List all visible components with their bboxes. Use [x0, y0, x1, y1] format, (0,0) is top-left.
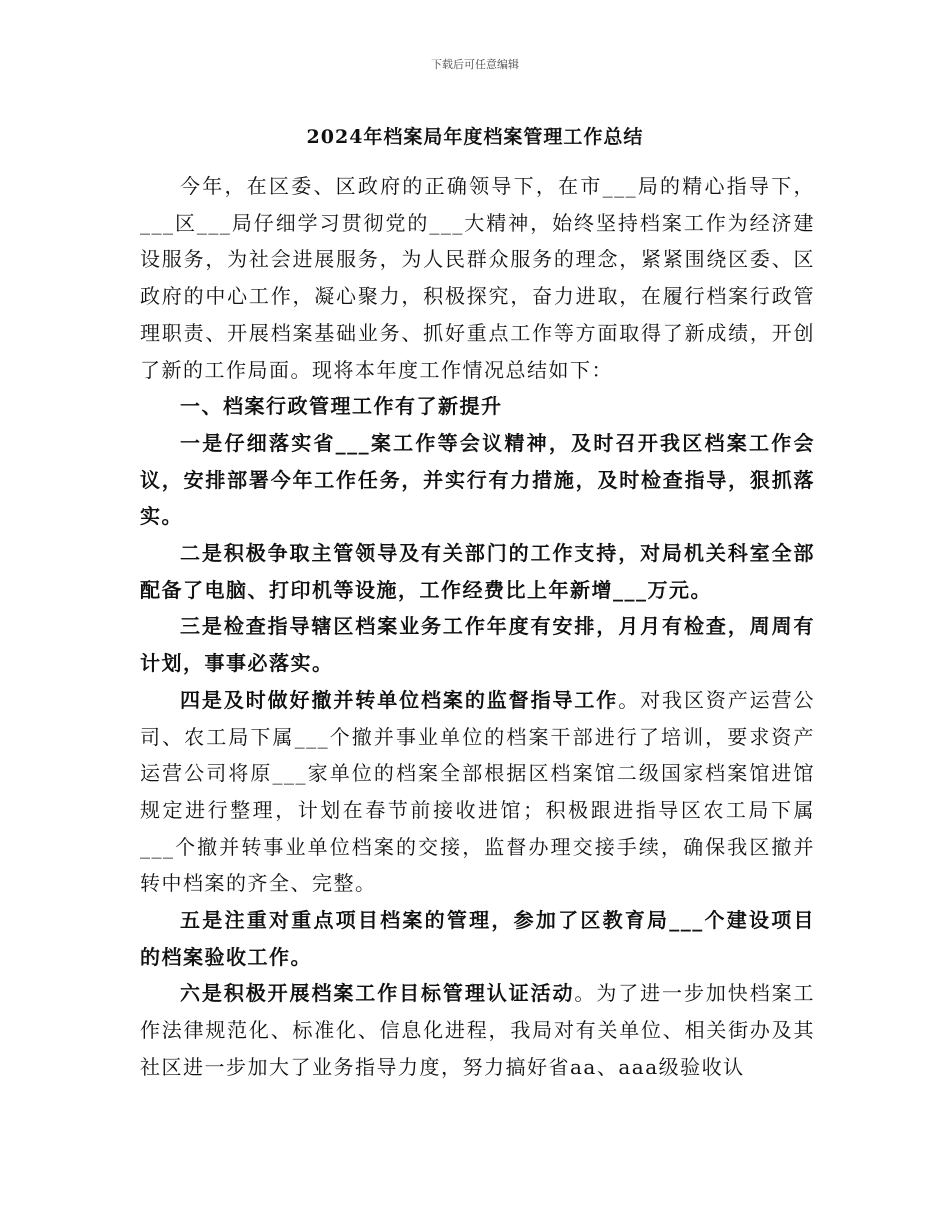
item-four-paragraph: [140, 682, 815, 902]
intro-paragraph: 今年，在区委、区政府的正确领导下，在市___局的精心指导下，___区___局仔细学习贯彻党的___大精神，始终坚持档案工作为经济建设服务，为社会进展服务，为人民群众服务的理念，紧紧围绕区委、区政府的中心工作，凝心聚力，积极探究，奋力进取，在履行档案行政管理职责、开展档案基础业务、抓好重点工作等方面取得了新成绩，开创了新的工作局面。现将本年度工作情况总结如下：: [140, 174, 815, 382]
item-six-paragraph: [140, 975, 815, 1085]
item-four-lead: 四是及时做好撤并转单位档案的监督指导工作: [180, 687, 619, 712]
item-one-paragraph: 一是仔细落实省___案工作等会议精神，及时召开我区档案工作会议，安排部署今年工作任务，并实行有力措施，及时检查指导，狠抓落实。: [140, 430, 815, 529]
page-header-note: 下载后可任意编辑: [431, 58, 519, 71]
document-body: [140, 168, 815, 1086]
item-four-text: 。对我区资产运营公司、农工局下属___个撤并事业单位的档案干部进行了培训，要求资产运营公司将原___家单位的档案全部根据区档案馆二级国家档案馆进馆规定进行整理，计划在春节前接收进馆；积极跟进指导区农工局下属___个撤并转事业单位档案的交接，监督办理交接手续，确保我区撤并转中档案的齐全、完整。: [140, 687, 816, 896]
item-six-text: 。为了进一步加快档案工作法律规范化、标准化、信息化进程，我局对有关单位、相关街办及其社区进一步加大了业务指导力度，努力搞好省aa、aaa级验收认: [140, 981, 816, 1079]
item-two-paragraph: 二是积极争取主管领导及有关部门的工作支持，对局机关科室全部配备了电脑、打印机等设施，工作经费比上年新增___万元。: [140, 541, 815, 602]
item-six-lead: 六是积极开展档案工作目标管理认证活动: [180, 981, 575, 1006]
item-five-paragraph: 五是注重对重点项目档案的管理，参加了区教育局___个建设项目的档案验收工作。: [140, 908, 815, 969]
document-title: 2024年档案局年度档案管理工作总结: [306, 126, 644, 148]
item-three-paragraph: 三是检查指导辖区档案业务工作年度有安排，月月有检查，周周有计划，事事必落实。: [140, 614, 815, 676]
section-heading: 一、档案行政管理工作有了新提升: [180, 394, 503, 419]
